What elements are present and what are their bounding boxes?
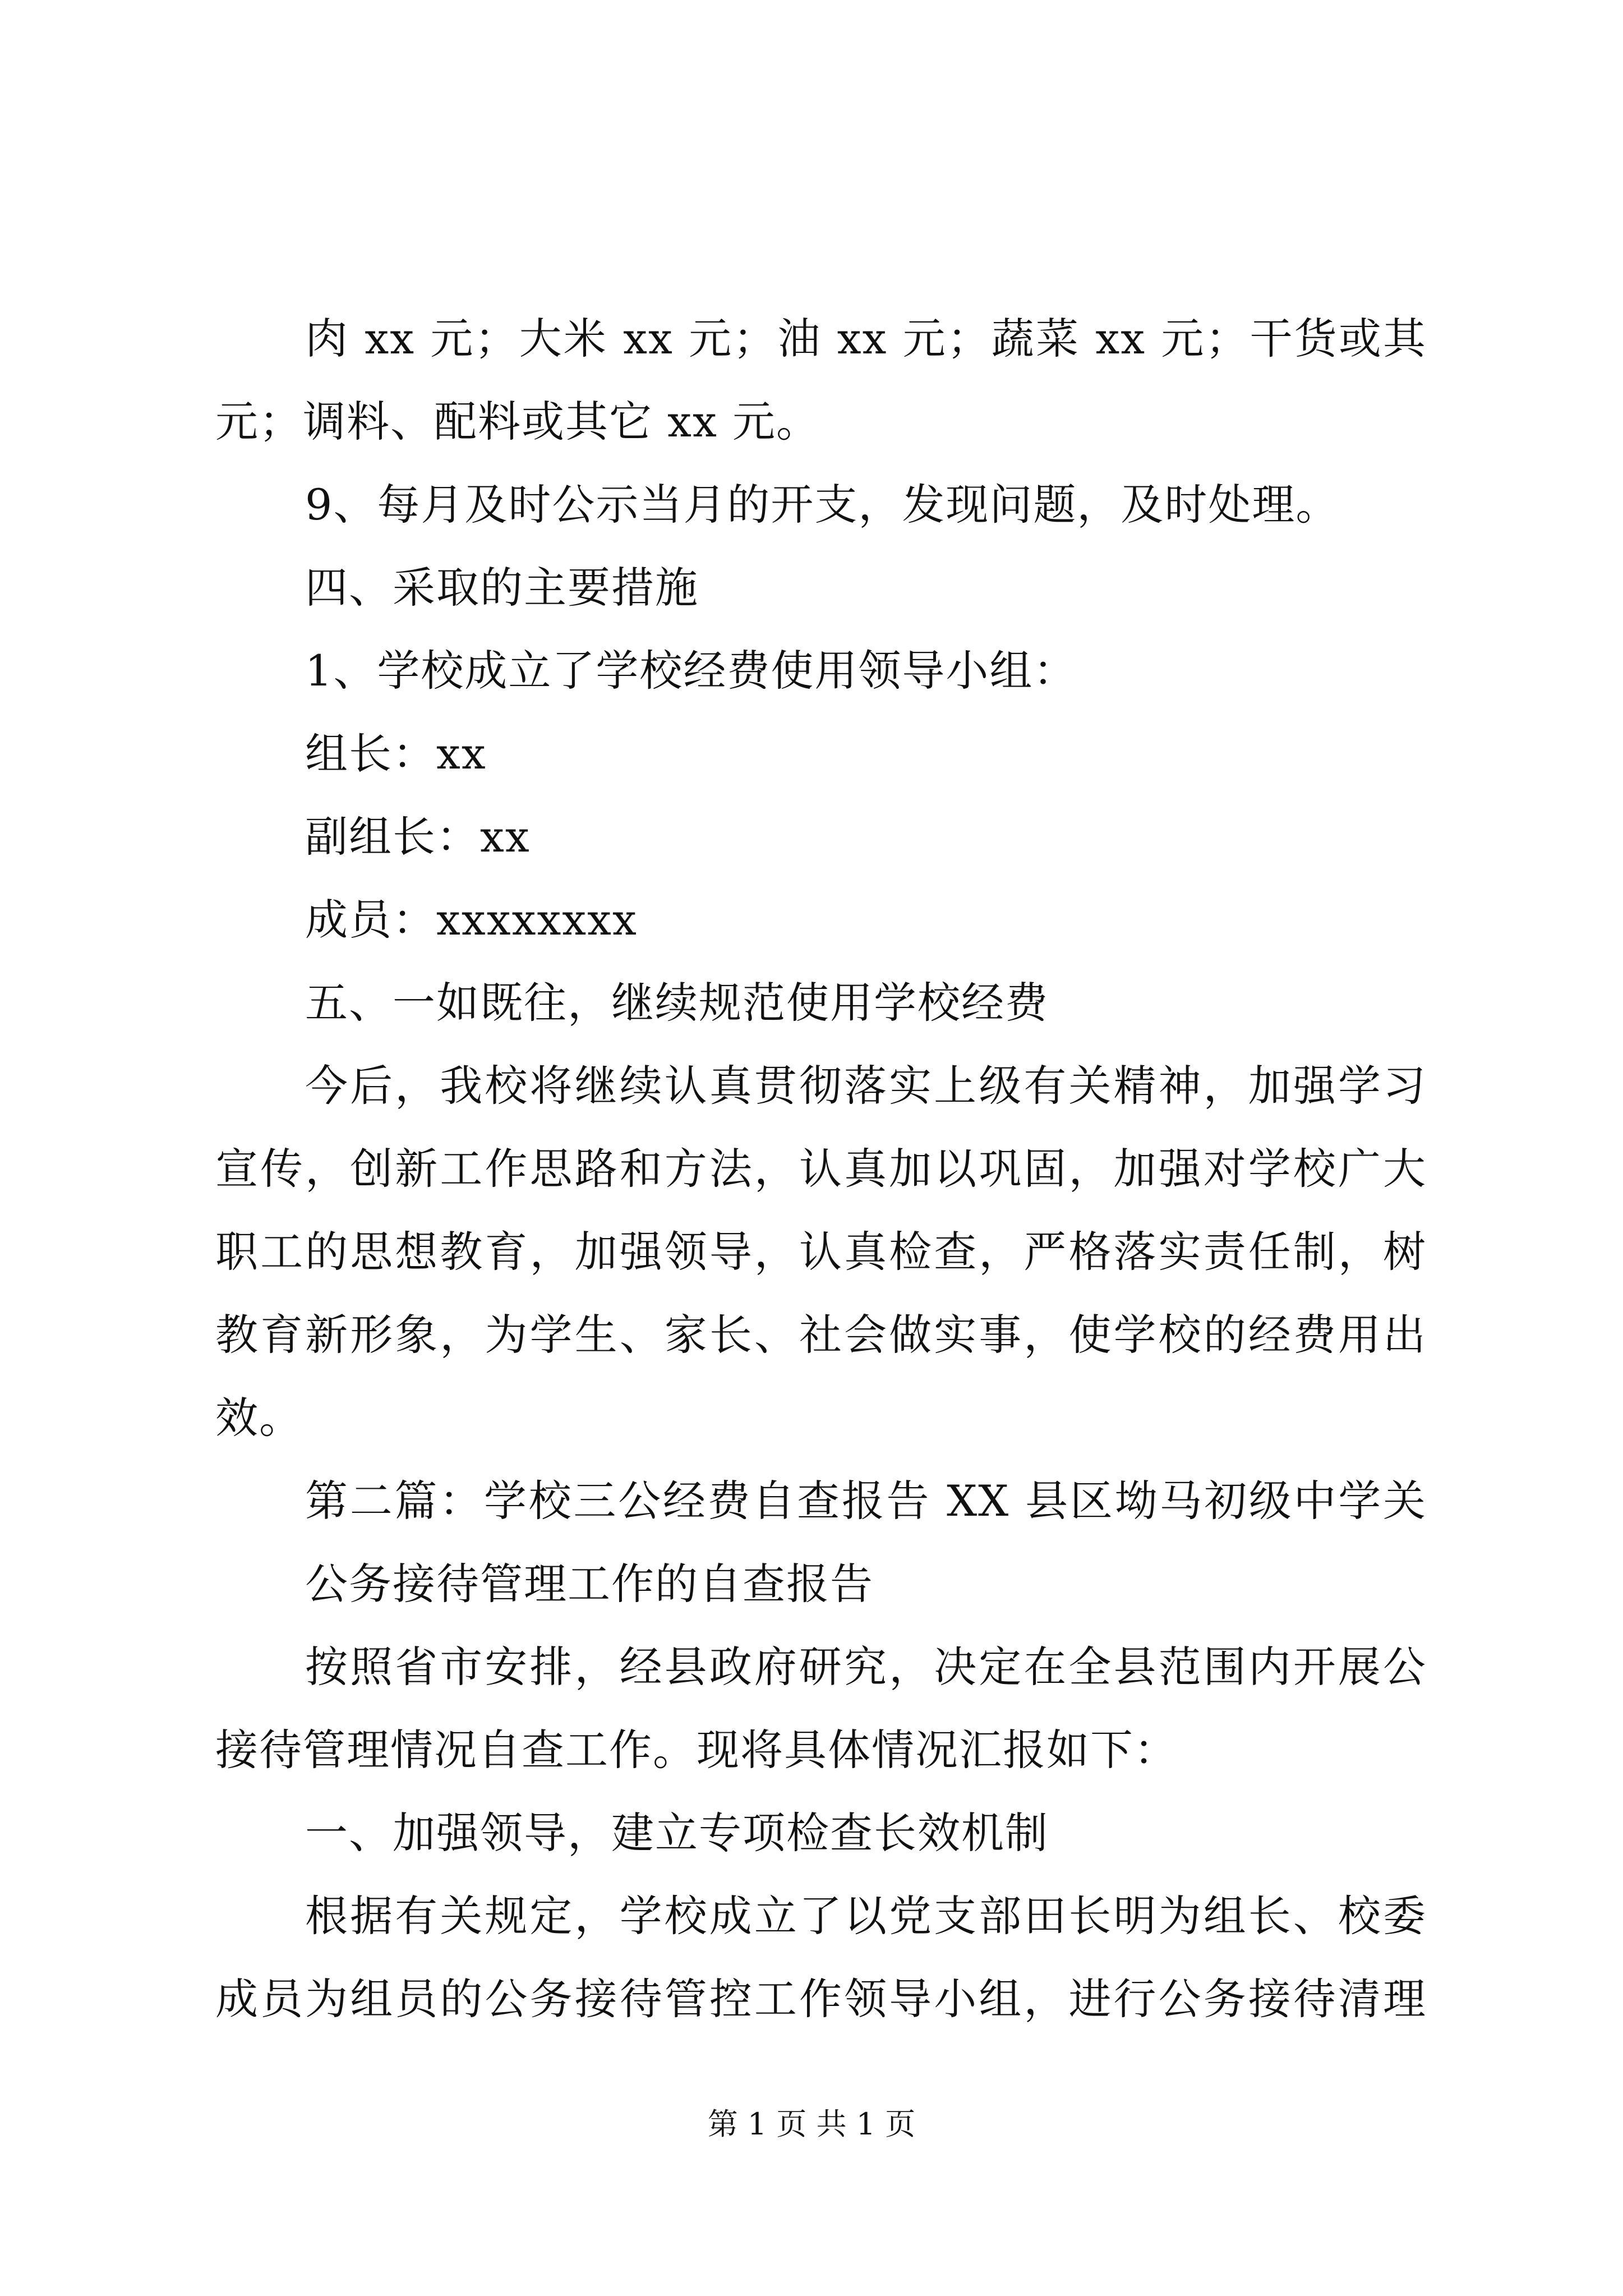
section-heading: 五、一如既往，继续规范使用学校经费 <box>305 978 1049 1028</box>
article-title: 公务接待管理工作的自查报告 <box>305 1559 874 1609</box>
text-line: 职工的思想教育，加强领导，认真检查，严格落实责任制，树 <box>215 1227 1427 1277</box>
text-line: 效。 <box>215 1393 303 1443</box>
article-title: 第二篇：学校三公经费自查报告 XX 县区坳马初级中学关 <box>305 1476 1427 1526</box>
text-line: 肉 xx 元；大米 xx 元；油 xx 元；蔬菜 xx 元；干货或其 <box>305 314 1427 364</box>
text-line: 9、每月及时公示当月的开支，发现问题，及时处理。 <box>305 480 1340 530</box>
text-line: 今后，我校将继续认真贯彻落实上级有关精神，加强学习 <box>305 1061 1427 1111</box>
text-line: 教育新形象，为学生、家长、社会做实事，使学校的经费用出 <box>215 1310 1427 1360</box>
document-body <box>215 297 1427 2041</box>
text-line: 副组长：xx <box>305 812 531 862</box>
text-line: 根据有关规定，学校成立了以党支部田长明为组长、校委 <box>305 1891 1427 1941</box>
text-line: 宣传，创新工作思路和方法，认真加以巩固，加强对学校广大 <box>215 1144 1427 1194</box>
text-line: 接待管理情况自查工作。现将具体情况汇报如下： <box>215 1725 1178 1775</box>
page-number: 第 1 页 共 1 页 <box>707 2106 916 2142</box>
section-heading: 四、采取的主要措施 <box>305 563 699 613</box>
text-line: 成员：xxxxxxxx <box>305 895 638 945</box>
text-line: 元；调料、配料或其它 xx 元。 <box>215 397 820 447</box>
text-line: 按照省市安排，经县政府研究，决定在全县范围内开展公 <box>305 1642 1427 1692</box>
text-line: 组长：xx <box>305 729 487 779</box>
text-line: 成员为组员的公务接待管控工作领导小组，进行公务接待清理 <box>215 1974 1427 2024</box>
text-line: 1、学校成立了学校经费使用领导小组： <box>305 646 1077 696</box>
section-heading: 一、加强领导，建立专项检查长效机制 <box>305 1808 1049 1858</box>
